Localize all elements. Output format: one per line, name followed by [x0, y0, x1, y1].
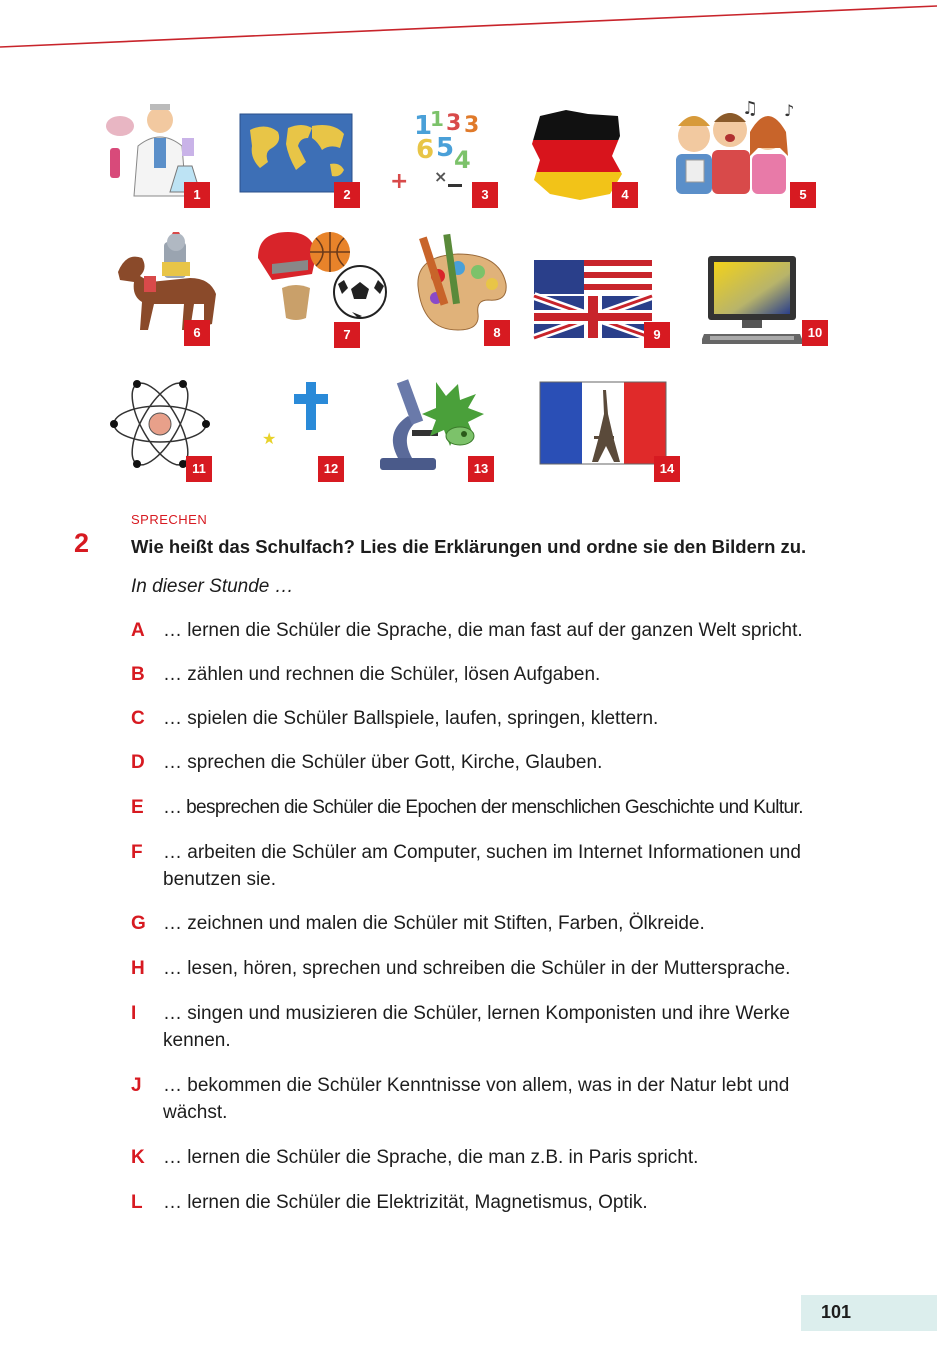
picture-number: 2 — [334, 182, 360, 208]
exercise-number: 2 — [74, 528, 90, 558]
picture-2 — [238, 112, 362, 208]
picture-number: 4 — [612, 182, 638, 208]
item-text: … lesen, hören, sprechen und schreiben die Schüler in der Muttersprache. — [163, 958, 791, 979]
picture-number: 12 — [318, 456, 344, 482]
picture-6 — [104, 232, 228, 348]
item-text: … sprechen die Schüler über Gott, Kirche, Glauben. — [163, 752, 603, 773]
picture-1 — [98, 96, 218, 208]
item-text: … arbeiten die Schüler am Computer, suchen im Internet Informationen und benutzen sie. — [163, 842, 801, 890]
picture-13 — [376, 372, 500, 484]
item-text: … zeichnen und malen die Schüler mit Stiften, Farben, Ölkreide. — [163, 913, 705, 934]
item-text: … singen und musizieren die Schüler, lernen Komponisten und ihre Werke kennen. — [163, 1003, 790, 1051]
item-letter: B — [131, 664, 145, 685]
list-item — [131, 1072, 871, 1126]
list-item — [131, 1144, 871, 1171]
item-text: … lernen die Schüler die Sprache, die man z.B. in Paris spricht. — [163, 1147, 699, 1168]
item-letter: I — [131, 1003, 137, 1024]
picture-9 — [532, 258, 672, 348]
list-item — [131, 839, 871, 893]
list-item — [131, 661, 871, 688]
picture-grid — [0, 0, 937, 500]
svg-text:★: ★ — [262, 429, 277, 448]
svg-text:5: 5 — [436, 133, 455, 163]
list-item — [131, 955, 871, 982]
exercise-intro: In dieser Stunde … — [131, 576, 294, 597]
list-item — [131, 617, 871, 644]
picture-14 — [538, 380, 686, 484]
svg-text:4: 4 — [454, 146, 471, 174]
svg-text:♫: ♫ — [742, 98, 759, 119]
picture-5 — [664, 96, 820, 208]
svg-text:×: × — [434, 167, 448, 186]
picture-10 — [702, 254, 834, 348]
item-letter: H — [131, 958, 145, 979]
item-text: … zählen und rechnen die Schüler, lösen Aufgaben. — [163, 664, 601, 685]
item-letter: F — [131, 842, 143, 863]
svg-text:♪: ♪ — [784, 101, 795, 120]
picture-11 — [110, 372, 218, 484]
page-number-box — [801, 1295, 937, 1331]
item-text: … lernen die Schüler die Sprache, die man fast auf der ganzen Welt spricht. — [163, 620, 803, 641]
list-item — [131, 794, 871, 821]
item-letter: L — [131, 1192, 143, 1213]
item-letter: K — [131, 1147, 145, 1168]
item-letter: G — [131, 913, 146, 934]
picture-number: 6 — [184, 320, 210, 346]
svg-text:+: + — [390, 169, 409, 194]
picture-number: 10 — [802, 320, 828, 346]
svg-text:1: 1 — [430, 107, 444, 131]
picture-number: 8 — [484, 320, 510, 346]
item-letter: D — [131, 752, 145, 773]
item-letter: A — [131, 620, 145, 641]
picture-3 — [386, 96, 502, 208]
picture-number: 1 — [184, 182, 210, 208]
picture-4 — [520, 106, 640, 208]
item-text: … lernen die Schüler die Elektrizität, Magnetismus, Optik. — [163, 1192, 648, 1213]
list-item — [131, 910, 871, 937]
list-item — [131, 705, 871, 732]
list-item — [131, 749, 871, 776]
svg-text:6: 6 — [416, 135, 435, 165]
picture-number: 14 — [654, 456, 680, 482]
item-text: … bekommen die Schüler Kenntnisse von allem, was in der Natur lebt und wächst. — [163, 1075, 790, 1123]
picture-number: 3 — [472, 182, 498, 208]
page-number: 101 — [821, 1302, 852, 1322]
item-letter: C — [131, 708, 145, 729]
picture-number: 5 — [790, 182, 816, 208]
item-text: … spielen die Schüler Ballspiele, laufen, springen, klettern. — [163, 708, 659, 729]
picture-number: 7 — [334, 322, 360, 348]
sports-balls-icon — [252, 228, 392, 348]
picture-number: 9 — [644, 322, 670, 348]
item-letter: E — [131, 797, 144, 818]
list-item — [131, 1000, 871, 1054]
section-label: SPRECHEN — [131, 512, 208, 527]
item-text: … besprechen die Schüler die Epochen der menschlichen Geschichte und Kultur. — [163, 797, 803, 818]
picture-number: 13 — [468, 456, 494, 482]
picture-number: 11 — [186, 456, 212, 482]
list-item — [131, 1189, 871, 1216]
item-letter: J — [131, 1075, 142, 1096]
svg-text:3: 3 — [464, 113, 480, 138]
picture-7 — [252, 228, 392, 348]
svg-text:3: 3 — [446, 111, 462, 136]
picture-12 — [244, 378, 348, 484]
svg-text:1: 1 — [414, 111, 433, 141]
exercise-title: Wie heißt das Schulfach? Lies die Erklärungen und ordne sie den Bildern zu. — [131, 536, 807, 557]
picture-8 — [408, 232, 516, 348]
